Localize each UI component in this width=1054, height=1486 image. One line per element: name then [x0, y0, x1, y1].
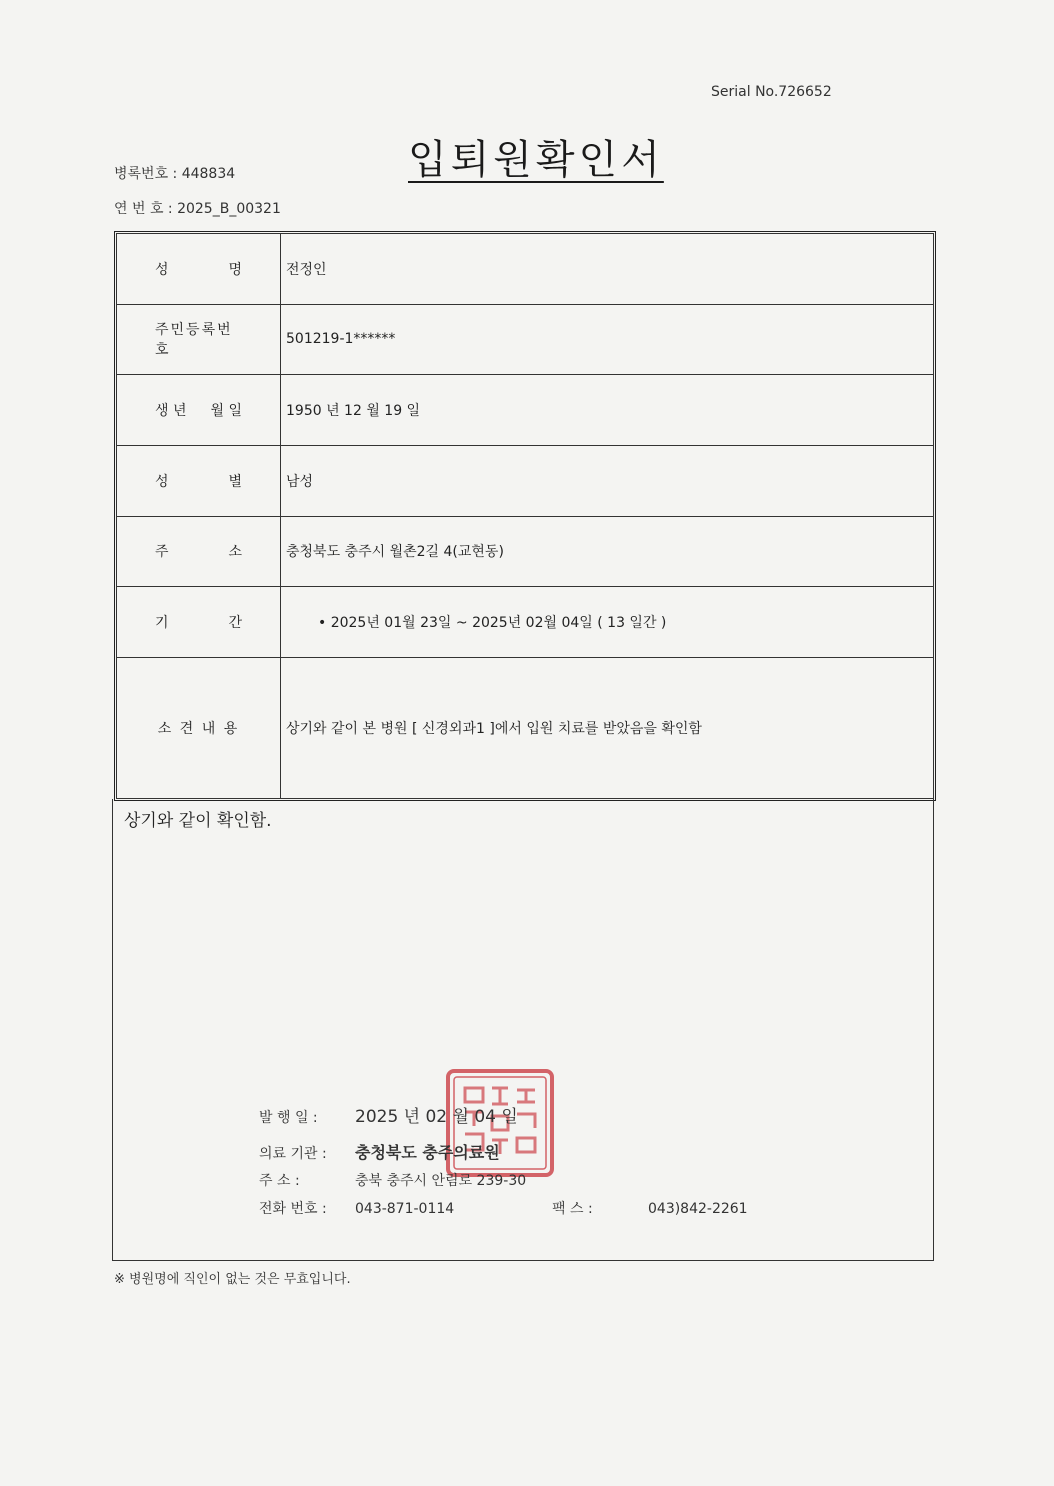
value-sex: 남성	[281, 445, 934, 516]
value-period: • 2025년 01월 23일 ~ 2025년 02월 04일 ( 13 일간 )	[281, 587, 934, 658]
confirmation-statement: 상기와 같이 확인함.	[124, 811, 272, 831]
label-name: 성 명	[117, 234, 281, 305]
value-dob: 1950 년 12 월 19 일	[281, 375, 934, 446]
issuing-institution: 의료 기관 : 충청북도 충주의료원	[259, 1143, 500, 1162]
chart-number: 병록번호 : 448834	[114, 166, 236, 182]
row-name	[117, 234, 934, 305]
row-period	[117, 587, 934, 658]
label-period: 기 간	[117, 587, 281, 658]
value-rrn: 501219-1******	[281, 304, 934, 375]
sequence-number: 연 번 호 : 2025_B_00321	[114, 201, 281, 217]
label-address: 주 소	[117, 516, 281, 587]
institution-fax: 팩 스 : 043)842-2261	[552, 1201, 748, 1217]
document-title: 입퇴원확인서	[408, 137, 664, 183]
value-address: 충청북도 충주시 월촌2길 4(교현동)	[281, 516, 934, 587]
label-sex: 성 별	[117, 445, 281, 516]
row-opinion	[117, 657, 934, 798]
row-dob	[117, 375, 934, 446]
patient-info-table	[116, 233, 934, 799]
label-rrn: 주민등록번호	[117, 304, 281, 375]
label-dob: 생 년 월 일	[117, 375, 281, 446]
value-opinion: 상기와 같이 본 병원 [ 신경외과1 ]에서 입원 치료를 받았음을 확인함	[281, 657, 934, 798]
confirmation-box	[112, 799, 934, 1261]
serial-number: Serial No.726652	[711, 84, 832, 100]
row-address	[117, 516, 934, 587]
institution-address: 주 소 : 충북 충주시 안림로 239-30	[259, 1173, 527, 1189]
row-sex	[117, 445, 934, 516]
issue-date: 발 행 일 : 2025 년 02 월 04 일	[259, 1107, 518, 1127]
row-rrn	[117, 304, 934, 375]
validity-footnote: ※ 병원명에 직인이 없는 것은 무효입니다.	[114, 1272, 351, 1287]
value-name: 전정인	[281, 234, 934, 305]
institution-phone: 전화 번호 : 043-871-0114	[259, 1201, 455, 1217]
label-opinion: 소 견 내 용	[117, 657, 281, 798]
